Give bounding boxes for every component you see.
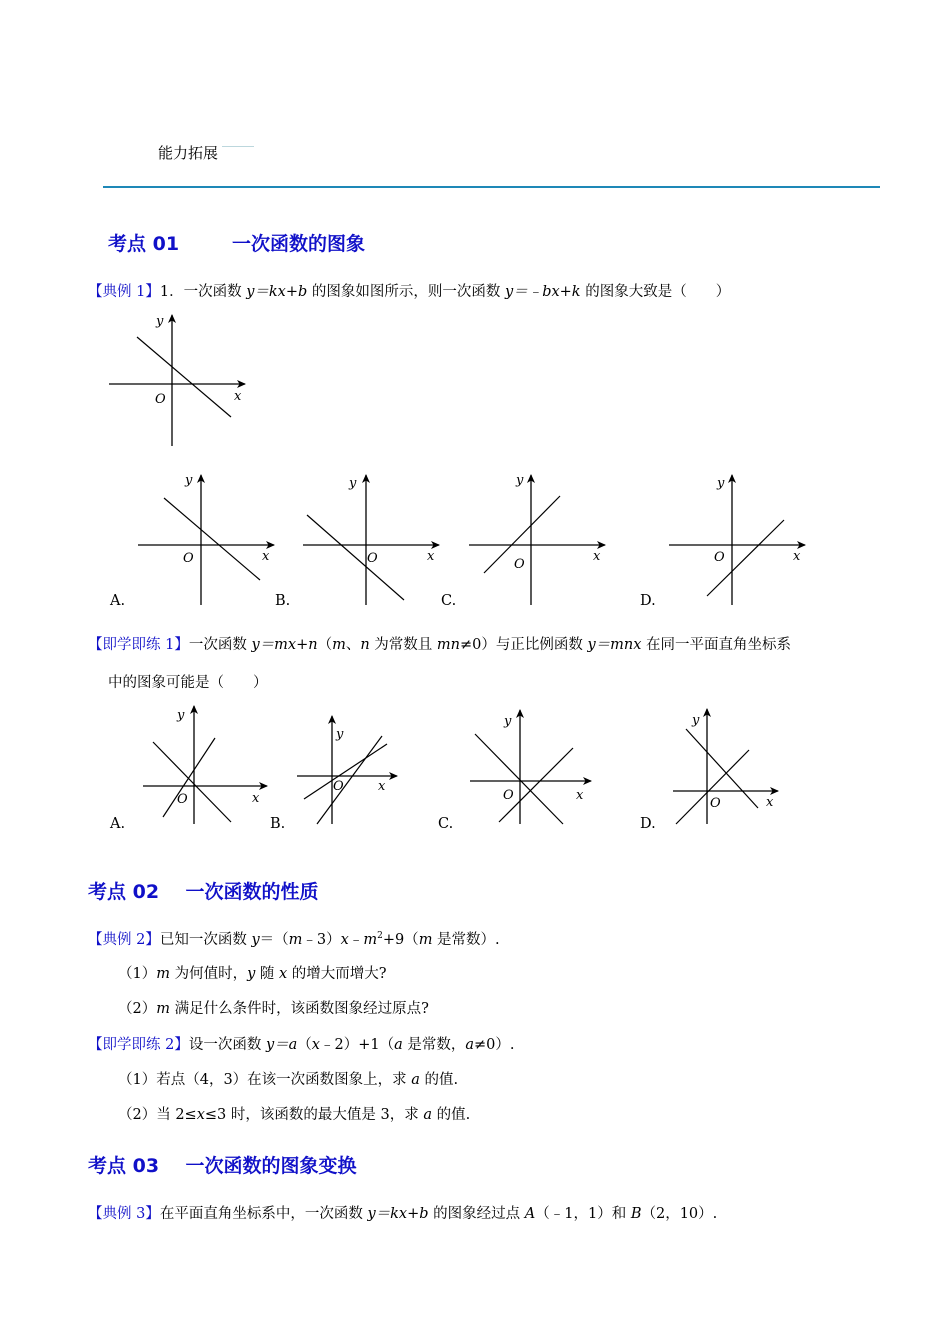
- x-label: x: [427, 549, 435, 564]
- y-label: y: [185, 473, 193, 488]
- option-d-graph: [662, 465, 812, 610]
- section-title-02: 考点 02 一次函数的性质: [88, 881, 319, 903]
- practice-option-d-graph: [668, 705, 788, 830]
- practice-2-question: 【即学即练 2】设一次函数 y＝a（x﹣2）+1（a 是常数，a≠0）.: [88, 1037, 515, 1053]
- practice-option-a-label[interactable]: A.: [110, 816, 126, 832]
- function-line-2: [304, 744, 387, 799]
- y-label: y: [156, 314, 164, 329]
- x-label: x: [593, 549, 601, 564]
- origin-label: O: [514, 557, 525, 572]
- formula: y＝kx+b: [246, 284, 308, 300]
- function-line: [164, 498, 260, 580]
- option-b-graph: [296, 465, 446, 610]
- x-label: x: [576, 788, 584, 803]
- origin-label: O: [503, 788, 514, 803]
- header-rule: [103, 186, 880, 188]
- practice-2-subquestion-2: （2）当 2≤x≤3 时，该函数的最大值是 3，求 a 的值.: [118, 1107, 471, 1123]
- function-line-1: [153, 742, 231, 822]
- function-line-1: [475, 734, 563, 824]
- practice-option-c-label[interactable]: C.: [438, 816, 454, 832]
- example-3-question: 【典例 3】在平面直角坐标系中，一次函数 y＝kx+b 的图象经过点 A（﹣1，1）和 B（2，10）.: [88, 1206, 718, 1222]
- formula: y＝﹣bx+k: [505, 284, 581, 300]
- example-2-question: 【典例 2】已知一次函数 $y=(m﹣3)x﹣m^2+9(m$ 是常数）.: [88, 931, 500, 948]
- section-title-01: 考点 01 一次函数的图象: [108, 233, 365, 255]
- section-title-03: 考点 03 一次函数的图象变换: [88, 1155, 357, 1177]
- origin-label: O: [714, 550, 725, 565]
- function-line-1: [686, 729, 758, 808]
- function-line-2: [163, 738, 215, 817]
- practice-option-a-graph: [135, 700, 275, 830]
- practice-option-c-graph: [465, 706, 605, 830]
- option-c-graph: [462, 465, 612, 610]
- x-label: x: [262, 549, 270, 564]
- example-2-subquestion-2: （2）m 满足什么条件时，该函数图象经过原点?: [118, 1001, 429, 1017]
- y-label: y: [717, 476, 725, 491]
- option-a-graph: [130, 465, 280, 610]
- function-line-1: [317, 736, 382, 824]
- option-c-label[interactable]: C.: [441, 593, 457, 609]
- origin-label: O: [710, 796, 721, 811]
- y-label: y: [504, 714, 512, 729]
- y-label: y: [516, 473, 524, 488]
- practice-tag: 【即学即练 2】: [88, 1037, 189, 1053]
- option-b-label[interactable]: B.: [275, 593, 291, 609]
- example-1-question: 【典例 1】1．一次函数 y＝kx+b 的图象如图所示，则一次函数 y＝﹣bx+k 的图象大致是（ ）: [88, 284, 731, 300]
- function-line-2: [499, 748, 573, 822]
- function-line: [137, 337, 231, 417]
- x-label: x: [766, 795, 774, 810]
- example-2-subquestion-1: （1）m 为何值时，y 随 x 的增大而增大?: [118, 966, 387, 982]
- header-label: 能力拓展: [158, 144, 219, 162]
- example-tag: 【典例 2】: [88, 931, 160, 948]
- option-d-label[interactable]: D.: [640, 593, 656, 609]
- option-a-label[interactable]: A.: [110, 593, 126, 609]
- y-label: y: [177, 708, 185, 723]
- origin-label: O: [183, 551, 194, 566]
- header-underline: [222, 146, 254, 147]
- practice-tag: 【即学即练 1】: [88, 637, 189, 653]
- origin-label: O: [155, 392, 166, 407]
- origin-label: O: [333, 779, 344, 794]
- practice-1-question: 【即学即练 1】一次函数 y＝mx+n（m、n 为常数且 mn≠0）与正比例函数 y＝mnx 在同一平面直角坐标系: [88, 637, 792, 653]
- x-label: x: [793, 549, 801, 564]
- x-label: x: [252, 791, 260, 806]
- practice-option-b-label[interactable]: B.: [270, 816, 286, 832]
- practice-1-question-line2: 中的图象可能是（ ）: [108, 675, 268, 691]
- y-label: y: [336, 727, 344, 742]
- y-label: y: [349, 476, 357, 491]
- x-label: x: [378, 779, 386, 794]
- practice-option-b-graph: [292, 710, 412, 830]
- given-graph: [100, 305, 260, 455]
- function-line: [307, 515, 404, 600]
- origin-label: O: [367, 551, 378, 566]
- x-label: x: [234, 389, 242, 404]
- origin-label: O: [177, 792, 188, 807]
- practice-2-subquestion-1: （1）若点（4，3）在该一次函数图象上，求 a 的值.: [118, 1072, 459, 1088]
- example-tag: 【典例 3】: [88, 1206, 160, 1222]
- y-label: y: [692, 713, 700, 728]
- practice-option-d-label[interactable]: D.: [640, 816, 656, 832]
- example-tag: 【典例 1】: [88, 284, 160, 300]
